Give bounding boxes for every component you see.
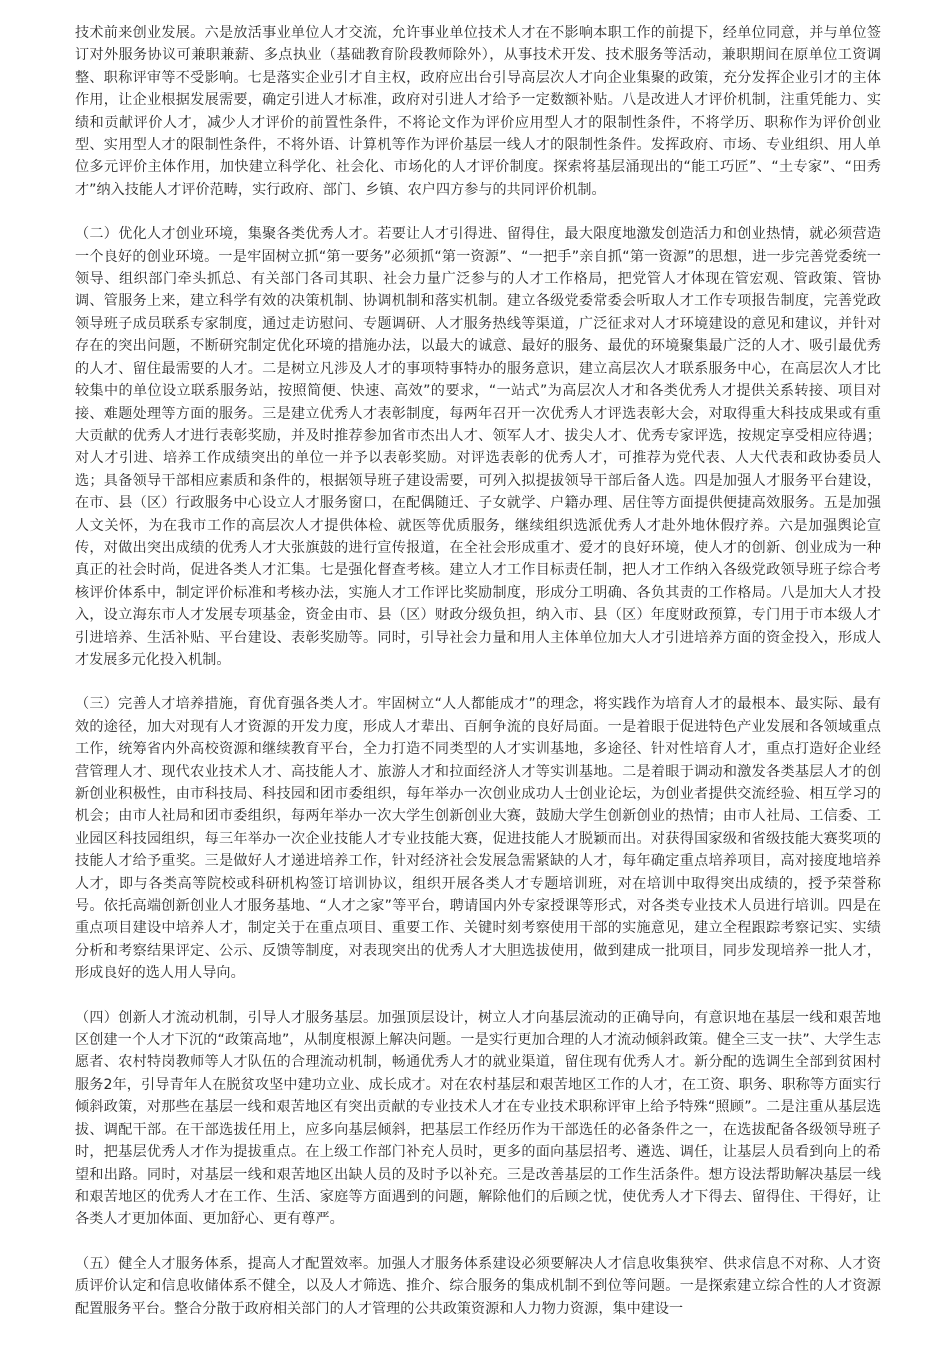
paragraph-section-5-talent-service: （五）健全人才服务体系，提高人才配置效率。加强人才服务体系建设必须要解决人才信息收集狭窄、供求信息不对称、人才资质评价认定和信息收储体系不健全，以及人才筛选、推介、综合服务的集成机制不到位等问题。一是探索建立综合性的人才资源配置服务平台。整合分散于政府相关部门的人才管理的公共政策资源和人力物力资源，集中建设一 xyxy=(75,1255,881,1317)
paragraph-talent-evaluation: 技术前来创业发展。六是放活事业单位人才交流，允许事业单位技术人才在不影响本职工作的前提下，经单位同意，并与单位签订对外服务协议可兼职兼薪、多点执业（基础教育阶段教师除外），从事技术开发、技术服务等活动，兼职期间在原单位工资调整、职称评审等不受影响。七是落实企业引才自主权，政府应出台引导高层次人才向企业集聚的政策，充分发挥企业引才的主体作用，让企业根据发展需要，确定引进人才标准，政府对引进人才给予一定数额补贴。八是改进人才评价机制，注重凭能力、实绩和贡献评价人才，减少人才评价的前置性条件，不将论文作为评价应用型人才的限制性条件，不将学历、职称作为评价创业型、实用型人才的限制性条件，不将外语、计算机等作为评价基层一线人才的限制性条件。发挥政府、市场、专业组织、用人单位多元评价主体作用，加快建立科学化、社会化、市场化的人才评价制度。探索将基层涌现出的“能工巧匠”、“土专家”、“田秀才”纳入技能人才评价范畴，实行政府、部门、乡镇、农户四方参与的共同评价机制。 xyxy=(75,25,881,198)
paragraph-section-4-talent-flow: （四）创新人才流动机制，引导人才服务基层。加强顶层设计，树立人才向基层流动的正确导向，有意识地在基层一线和艰苦地区创建一个人才下沉的“政策高地”，从制度根源上解决问题。一是实行更加合理的人才流动倾斜政策。健全三支一扶”、大学生志愿者、农村特岗教师等人才队伍的合理流动机制，畅通优秀人才的就业渠道，留住现有优秀人才。新分配的选调生全部到贫困村服务2年，引导青年人在脱贫攻坚中建功立业、成长成才。对在农村基层和艰苦地区工作的人才，在工资、职务、职称等方面实行倾斜政策，对那些在基层一线和艰苦地区有突出贡献的专业技术人才在专业技术职称评审上给予特殊“照顾”。二是注重从基层选拔、调配干部。在干部选拔任用上，应多向基层倾斜，把基层工作经历作为干部选任的必备条件之一，在选拔配备各级领导班子时，把基层优秀人才作为提拔重点。在上级工作部门补充人员时，更多的面向基层招考、遴选、调任，让基层人员看到向上的希望和出路。同时，对基层一线和艰苦地区出缺人员的及时予以补充。三是改善基层的工作生活条件。想方设法帮助解决基层一线和艰苦地区的优秀人才在工作、生活、家庭等方面遇到的问题，解除他们的后顾之忧，使优秀人才下得去、留得住、干得好，让各类人才更加体面、更加舒心、更有尊严。 xyxy=(75,1009,881,1228)
paragraph-section-3-talent-training: （三）完善人才培养措施，育优育强各类人才。牢固树立“人人都能成才”的理念，将实践作为培育人才的最根本、最实际、最有效的途径，加大对现有人才资源的开发力度，形成人才辈出、百舸争流的良好局面。一是着眼于促进特色产业发展和各领域重点工作，统筹省内外高校资源和继续教育平台，全力打造不同类型的人才实训基地，多途径、针对性培育人才，重点打造好企业经营管理人才、现代农业技术人才、高技能人才、旅游人才和拉面经济人才等实训基地。二是着眼于调动和激发各类基层人才的创新创业积极性，由市科技局、科技园和团市委组织，每年举办一次创业成功人士创业论坛，为创业者提供交流经验、相互学习的机会；由市人社局和团市委组织，每两年举办一次大学生创新创业大赛，鼓励大学生创新创业的热情；由市人社局、工信委、工业园区科技园组织，每三年举办一次企业技能人才专业技能大赛，促进技能人才脱颖而出。对获得国家级和省级技能大赛奖项的技能人才给予重奖。三是做好人才递进培养工作，针对经济社会发展急需紧缺的人才，每年确定重点培养项目，高对接度地培养人才，即与各类高等院校或科研机构签订培训协议，组织开展各类人才专题培训班，对在培训中取得突出成绩的，授予荣誉称号。依托高端创新创业人才服务基地、“人才之家”等平台，聘请国内外专家授课等形式，对各类专业技术人员进行培训。四是在重点项目建设中培养人才，制定关于在重点项目、重要工作、关键时刻考察使用干部的实施意见，建立全程跟踪考察记实、实绩分析和考察结果评定、公示、反馈等制度，对表现突出的优秀人才大胆选拔使用，做到建成一批项目，同步发现培养一批人才，形成良好的选人用人导向。 xyxy=(75,696,881,982)
paragraph-section-2-entrepreneurship-environment: （二）优化人才创业环境，集聚各类优秀人才。若要让人才引得进、留得住，最大限度地激发创造活力和创业热情，就必须营造一个良好的创业环境。一是牢固树立抓“第一要务”必须抓“第一资源”、“一把手”亲自抓“第一资源”的思想，进一步完善党委统一领导、组织部门牵头抓总、有关部门各司其职、社会力量广泛参与的人才工作格局，把党管人才体现在管宏观、管政策、管协调、管服务上来，建立科学有效的决策机制、协调机制和落实机制。建立各级党委常委会听取人才工作专项报告制度，完善党政领导班子成员联系专家制度，通过走访慰问、专题调研、人才服务热线等渠道，广泛征求对人才环境建设的意见和建议，并针对存在的突出问题，不断研究制定优化环境的措施办法，以最大的诚意、最好的服务、最优的环境聚集最广泛的人才、吸引最优秀的人才、留住最需要的人才。二是树立凡涉及人才的事项特事特办的服务意识，建立高层次人才联系服务中心，在高层次人才比较集中的单位设立联系服务站，按照简便、快速、高效”的要求，“一站式”为高层次人才和各类优秀人才提供关系转接、项目对接、难题处理等方面的服务。三是建立优秀人才表彰制度，每两年召开一次优秀人才评选表彰大会，对取得重大科技成果或有重大贡献的优秀人才进行表彰奖励，并及时推荐参加省市杰出人才、领军人才、拔尖人才、优秀专家评选，按规定享受相应待遇；对人才引进、培养工作成绩突出的单位一并予以表彰奖励。对评选表彰的优秀人才，可推荐为党代表、人大代表和政协委员人选；具备领导干部相应素质和条件的，根据领导班子建设需要，可列入拟提拔领导干部后备人选。四是加强人才服务平台建设，在市、县（区）行政服务中心设立人才服务窗口，在配偶随迁、子女就学、户籍办理、居住等方面提供便捷高效服务。五是加强人文关怀，为在我市工作的高层次人才提供体检、就医等优质服务，继续组织选派优秀人才赴外地休假疗养。六是加强舆论宣传，对做出突出成绩的优秀人才大张旗鼓的进行宣传报道，在全社会形成重才、爱才的良好环境，使人才的创新、创业成为一种真正的社会时尚，促进各类人才汇集。七是强化督查考核。建立人才工作目标责任制，把人才工作纳入各级党政领导班子综合考核评价体系中，制定评价标准和考核办法，实施人才工作评比奖励制度，形成分工明确、各负其责的工作格局。八是加大人才投入，设立海东市人才发展专项基金，资金由市、县（区）财政分级负担，纳入市、县（区）年度财政预算，专门用于市本级人才引进培养、生活补贴、平台建设、表彰奖励等。同时，引导社会力量和用人主体单位加大人才引进培养方面的资金投入，形成人才发展多元化投入机制。 xyxy=(75,226,881,668)
document-body xyxy=(75,22,881,1320)
